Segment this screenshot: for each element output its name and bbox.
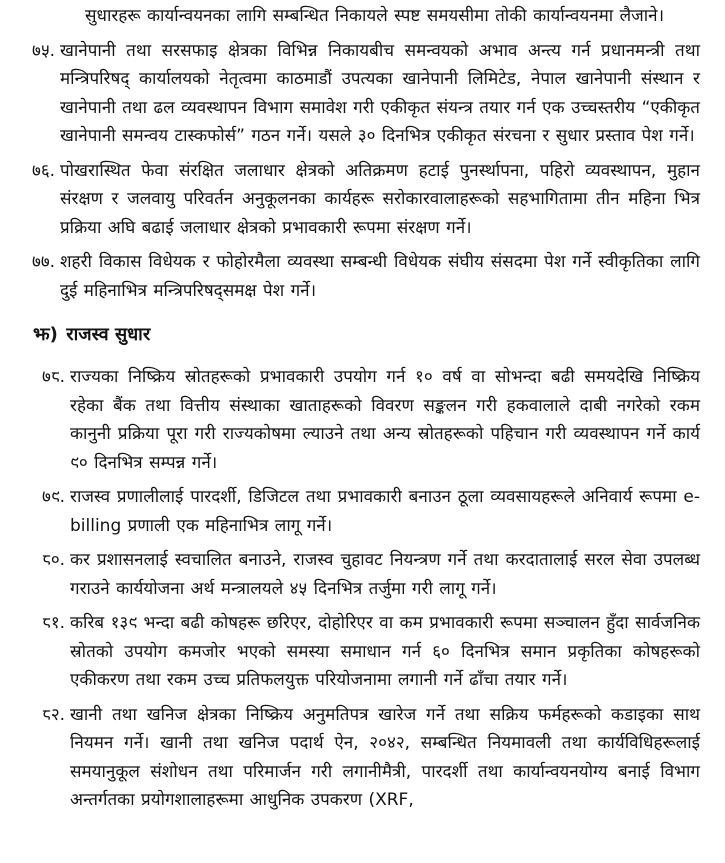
section-label: झ) bbox=[33, 324, 58, 345]
item-number: ७८. bbox=[42, 367, 66, 387]
list-item-80 bbox=[42, 546, 700, 603]
item-number: ७९. bbox=[42, 487, 66, 507]
item-text: शहरी विकास विधेयक र फोहोरमैला व्यवस्था सम्बन्धी विधेयक संघीय संसदमा पेश गर्ने स्वीकृतिका लागि दुई महिनाभित्र मन्त्रिपरिषद्समक्ष पेश गर्ने। bbox=[60, 252, 700, 301]
list-item-78 bbox=[42, 363, 700, 477]
item-text: खानेपानी तथा सरसफाइ क्षेत्रका विभिन्न निकायबीच समन्वयको अभाव अन्त्य गर्न प्रधानमन्त्री तथा मन्त्रिपरिषद् कार्यालयको नेतृत्वमा काठमाडौं उपत्यका खानेपानी लिमिटेड, नेपाल खानेपानी संस्थान र खानेपानी तथा ढल व्यवस्थापन विभाग समावेश गरी एकीकृत संयन्त्र तयार गर्न एक उच्चस्तरीय “एकीकृत खानेपानी समन्वय टास्कफोर्स” गठन गर्ने। यसले ३० दिनभित्र एकीकृत संरचना र सुधार प्रस्ताव पेश गर्ने। bbox=[60, 40, 700, 146]
list-item-77 bbox=[32, 248, 700, 305]
item-number: ७५. bbox=[32, 40, 56, 61]
list-item-76 bbox=[32, 157, 700, 243]
list-item-79 bbox=[42, 483, 700, 540]
item-number: ७६. bbox=[32, 160, 56, 181]
item-text: राजस्व प्रणालीलाई पारदर्शी, डिजिटल तथा प्रभावकारी बनाउन ठूला व्यवसायहरूले अनिवार्य रूपमा e-billing प्रणाली एक महिनाभित्र लागू गर्ने। bbox=[70, 487, 700, 536]
previous-item-tail-text: सुधारहरू कार्यान्वयनका लागि सम्बन्धित निकायले स्पष्ट समयसीमा तोकी कार्यान्वयनमा लैजाने। bbox=[85, 6, 665, 26]
item-number: ८२. bbox=[42, 704, 66, 725]
item-text: खानी तथा खनिज क्षेत्रका निष्क्रिय अनुमतिपत्र खारेज गर्ने तथा सक्रिय फर्महरूको कडाइका साथ नियमन गर्ने। खानी तथा खनिज पदार्थ ऐन, २०४२, सम्बन्धित नियमावली तथा कार्यविधिहरूलाई समयानुकूल संशोधन तथा परिमार्जन गरी लगानीमैत्री, पारदर्शी तथा कार्यान्वयनयोग्य बनाई विभाग अन्तर्गतका प्रयोगशालाहरूमा आधुनिक उपकरण (XRF, bbox=[70, 704, 700, 810]
item-number: ७७. bbox=[32, 252, 56, 272]
list-item-81 bbox=[42, 609, 700, 695]
item-number: ८०. bbox=[42, 550, 66, 570]
item-text: राज्यका निष्क्रिय स्रोतहरूको प्रभावकारी उपयोग गर्न १० वर्ष वा सोभन्दा बढी समयदेखि निष्क्रिय रहेका बैंक तथा वित्तीय संस्थाका खाताहरूको विवरण सङ्कलन गरी हकवालाले दाबी नगरेको रकम कानुनी प्रक्रिया पूरा गरी राज्यकोषमा ल्याउने तथा अन्य स्रोतहरूको पहिचान गरी व्यवस्थापन गर्ने कार्य ९० दिनभित्र सम्पन्न गर्ने। bbox=[70, 367, 700, 473]
item-text: पोखरास्थित फेवा संरक्षित जलाधार क्षेत्रको अतिक्रमण हटाई पुनर्स्थापना, पहिरो व्यवस्थापन, मुहान संरक्षण र जलवायु परिवर्तन अनुकूलनका कार्यहरू सरोकारवालाहरूको सहभागितामा तीन महिना भित्र प्रक्रिया अघि बढाई जलाधार क्षेत्रको प्रभावकारी रूपमा संरक्षण गर्ने। bbox=[60, 160, 700, 238]
item-text: कर प्रशासनलाई स्वचालित बनाउने, राजस्व चुहावट नियन्त्रण गर्ने तथा करदातालाई सरल सेवा उपलब्ध गराउने कार्ययोजना अर्थ मन्त्रालयले ४५ दिनभित्र तर्जुमा गरी लागू गर्ने। bbox=[70, 550, 700, 599]
list-item-82 bbox=[42, 701, 700, 815]
list-item-75 bbox=[32, 37, 700, 151]
section-title: राजस्व सुधार bbox=[66, 324, 151, 345]
section-heading-revenue-reform bbox=[33, 321, 700, 349]
numbered-items-group-revenue bbox=[42, 363, 700, 815]
numbered-items-group-top bbox=[32, 37, 700, 306]
item-text: करिब १३९ भन्दा बढी कोषहरू छरिएर, दोहोरिएर वा कम प्रभावकारी रूपमा सञ्चालन हुँदा सार्वजनिक स्रोतको उपयोग कमजोर भएको समस्या समाधान गर्न ६० दिनभित्र समान प्रकृतिका कोषहरूको एकीकरण तथा रकम उच्च प्रतिफलयुक्त परियोजनामा लगानी गर्ने ढाँचा तयार गर्ने। bbox=[70, 613, 700, 690]
item-number: ८१. bbox=[42, 613, 66, 633]
